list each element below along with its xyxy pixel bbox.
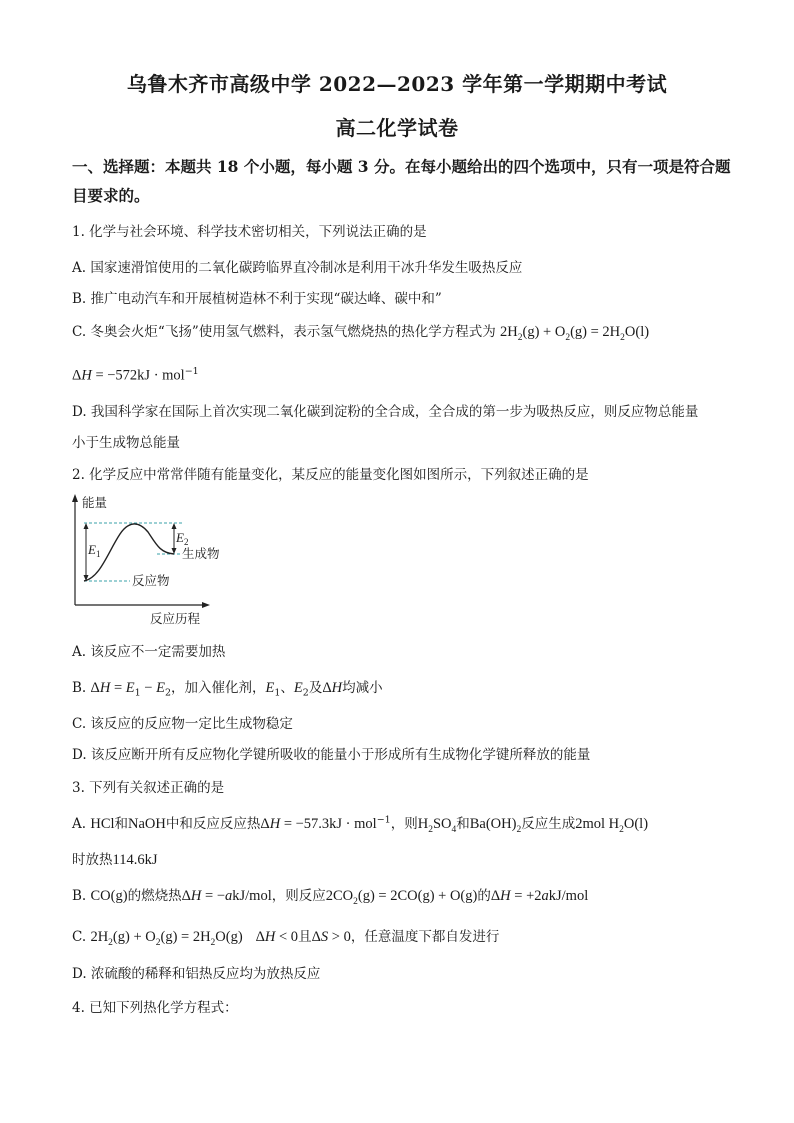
x-axis-label: 反应历程	[150, 611, 201, 626]
q3-option-d: D. 浓硫酸的稀释和铝热反应均为放热反应	[72, 966, 321, 982]
x-axis-arrow	[202, 602, 210, 608]
e2-arrow-down	[172, 548, 177, 554]
e1-arrow-up	[84, 523, 89, 529]
q1-stem: 1. 化学与社会环境、科学技术密切相关，下列说法正确的是	[72, 224, 427, 240]
reactant-label: 反应物	[132, 573, 170, 588]
q1-option-b: B. 推广电动汽车和开展植树造林不利于实现“碳达峰、碳中和”	[72, 291, 442, 307]
q3-option-b: B. CO(g)的燃烧热ΔH = −akJ/mol，则反应$2CO_2(g) = 2CO(g) + O(g)$的ΔH = +2akJ/mol	[72, 888, 589, 907]
e1-label: $E_1$	[88, 542, 101, 559]
section-heading: 一、选择题：本题共 18 个小题，每小题 3 分。在每小题给出的四个选项中，只有一项是符合题目要求的。	[72, 157, 731, 205]
q1-option-c-dh-value: −572kJ · mol	[107, 367, 185, 384]
q1-option-d-line1: D. 我国科学家在国际上首次实现二氧化碳到淀粉的全合成，全合成的第一步为吸热反应，则反应物总能量	[72, 404, 699, 420]
q1-option-c-enthalpy: ΔH = −572kJ · mol$^{-1}$	[72, 366, 199, 384]
product-label: 生成物	[182, 546, 220, 561]
q2-option-b: B. $\Delta H = E_1 - E_2$，加入催化剂，$E_1$、$E_2$及ΔH均减小	[72, 680, 383, 699]
y-axis-arrow	[72, 494, 78, 502]
q1-option-d-line2: 小于生成物总能量	[72, 435, 180, 451]
energy-diagram	[62, 490, 222, 630]
q3-option-c: C. $2H_2(g) + O_2(g) = 2H_2O(g)$ ΔH < 0且ΔS > 0，任意温度下都自发进行	[72, 929, 500, 948]
e2-arrow-up	[172, 523, 177, 529]
exam-subtitle: 高二化学试卷	[335, 116, 459, 140]
q1-option-c-equation: $2H_2(g) + O_2(g) = 2H_2O(l)$	[500, 324, 650, 343]
q4-stem: 4. 已知下列热化学方程式：	[72, 1000, 238, 1016]
q3-stem: 3. 下列有关叙述正确的是	[72, 780, 225, 796]
q1-option-a: A. 国家速滑馆使用的二氧化碳跨临界直冷制冰是利用干冰升华发生吸热反应	[72, 260, 523, 276]
y-axis-label: 能量	[82, 495, 108, 510]
q3-option-a-line2: 时放热114.6kJ	[72, 852, 158, 868]
q2-option-a: A. 该反应不一定需要加热	[72, 644, 226, 660]
e2-label: $E_2$	[176, 530, 189, 547]
q1-option-c-text: C. 冬奥会火炬“飞扬”使用氢气燃料，表示氢气燃烧热的热化学方程式为	[72, 324, 496, 340]
q2-option-d: D. 该反应断开所有反应物化学键所吸收的能量小于形成所有生成物化学键所释放的能量	[72, 747, 591, 763]
q2-option-c: C. 该反应的反应物一定比生成物稳定	[72, 716, 293, 732]
exam-title: 乌鲁木齐市高级中学 2022—2023 学年第一学期期中考试	[126, 72, 668, 96]
q2-stem: 2. 化学反应中常常伴随有能量变化，某反应的能量变化图如图所示，下列叙述正确的是	[72, 467, 589, 483]
q3-option-a: A. HCl和NaOH中和反应反应热ΔH = −57.3kJ · mol$^{-1}$，则$H_2SO_4$和$Ba(OH)_2$反应生成2mol $H_2O(l)$	[72, 814, 649, 835]
q1-option-c	[72, 320, 649, 343]
